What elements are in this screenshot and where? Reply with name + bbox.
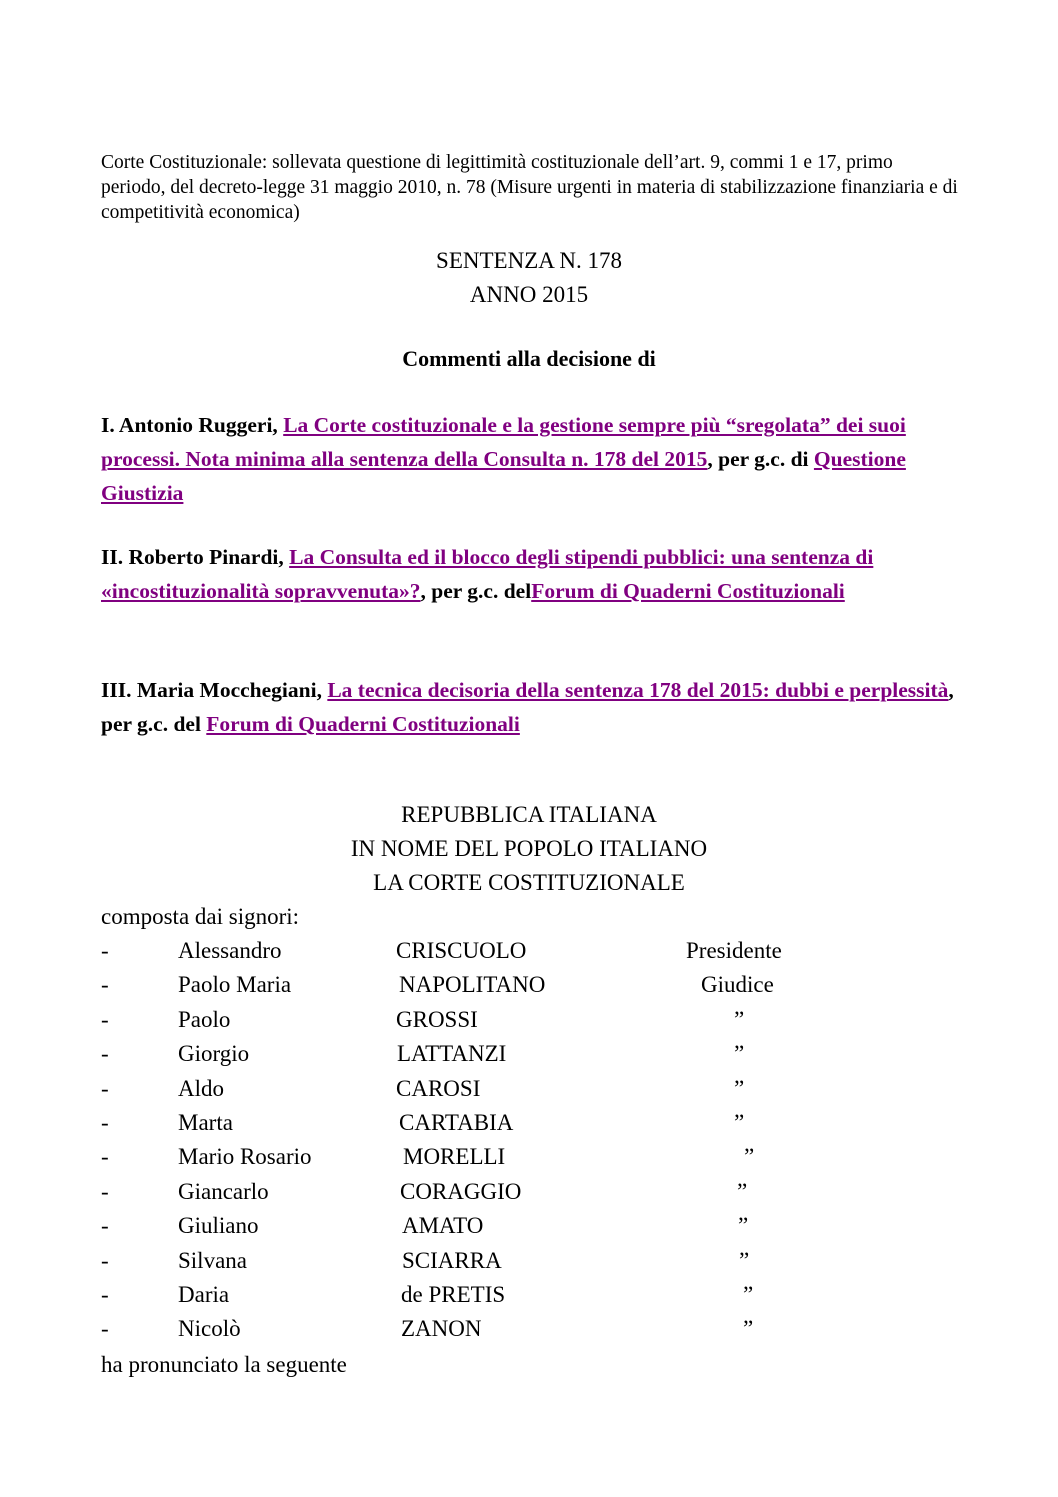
- judge-role: ”: [734, 1041, 745, 1067]
- judge-first-name: Paolo: [178, 1006, 231, 1032]
- judge-first-name: Giancarlo: [178, 1178, 269, 1204]
- judge-role: ”: [743, 1282, 754, 1307]
- judge-role: Giudice: [701, 972, 774, 998]
- judge-first-name: Daria: [178, 1282, 230, 1307]
- judge-row: [101, 1076, 1001, 1110]
- intro-paragraph: Corte Costituzionale: sollevata questione di legittimità costituzionale dell’art. 9, commi 1 e 17, primo periodo, del decreto-legge 31 maggio 2010, n. 78 (Misure urgenti in materia di stabilizzazione finanziaria e di competitività economica): [101, 152, 958, 223]
- judge-first-name: Giuliano: [178, 1213, 259, 1239]
- judge-last-name: CORAGGIO: [400, 1178, 522, 1204]
- judge-dash: -: [101, 1247, 109, 1273]
- judge-role: ”: [739, 1247, 750, 1273]
- judge-role: ”: [744, 1144, 755, 1170]
- comment-3: [101, 673, 971, 741]
- comment-source-prefix: , per g.c. del: [101, 678, 954, 736]
- judge-last-name: AMATO: [402, 1213, 484, 1239]
- judge-dash: -: [101, 938, 109, 963]
- header-republic: REPUBBLICA ITALIANA: [401, 802, 657, 827]
- comment-1: [101, 408, 971, 510]
- judge-role: ”: [737, 1178, 748, 1204]
- commenti-heading: Commenti alla decisione di: [402, 346, 656, 371]
- judge-first-name: Aldo: [178, 1075, 224, 1101]
- judge-row: [101, 1213, 1001, 1247]
- judge-last-name: de PRETIS: [401, 1282, 506, 1307]
- judge-first-name: Paolo Maria: [178, 972, 292, 998]
- header-people: IN NOME DEL POPOLO ITALIANO: [350, 836, 708, 861]
- judge-first-name: Mario Rosario: [178, 1144, 312, 1170]
- judge-row: [101, 972, 1001, 1006]
- judge-dash: -: [101, 1041, 109, 1067]
- judge-row: [101, 1316, 1001, 1350]
- judge-row: [101, 1248, 1001, 1282]
- judge-first-name: Silvana: [178, 1247, 247, 1273]
- judge-role: ”: [734, 1110, 745, 1135]
- composta-label: composta dai signori:: [101, 904, 300, 929]
- judge-row: [101, 1179, 1001, 1213]
- header-court: LA CORTE COSTITUZIONALE: [373, 870, 685, 895]
- judge-row: [101, 1007, 1001, 1041]
- judge-last-name: CRISCUOLO: [396, 938, 527, 963]
- judge-role: ”: [734, 1006, 745, 1032]
- judge-row: [101, 1041, 1001, 1075]
- comment-source-link[interactable]: Questione Giustizia: [101, 447, 906, 505]
- judge-row: [101, 1144, 1001, 1178]
- judge-dash: -: [101, 1213, 109, 1239]
- judge-row: [101, 1110, 1001, 1144]
- judge-first-name: Marta: [178, 1110, 233, 1135]
- judge-role: ”: [738, 1213, 749, 1239]
- judge-last-name: LATTANZI: [397, 1041, 507, 1067]
- comment-author: I. Antonio Ruggeri,: [101, 413, 284, 437]
- judge-dash: -: [101, 1316, 109, 1342]
- judge-first-name: Giorgio: [178, 1041, 250, 1067]
- judge-role: Presidente: [686, 938, 782, 963]
- judge-last-name: CAROSI: [396, 1075, 481, 1101]
- judge-dash: -: [101, 1006, 109, 1032]
- comment-source-prefix: , per g.c. del: [420, 579, 532, 603]
- judge-dash: -: [101, 1110, 109, 1135]
- sentenza-number: SENTENZA N. 178: [436, 248, 622, 273]
- judge-dash: -: [101, 1178, 109, 1204]
- judge-role: ”: [734, 1075, 745, 1101]
- judge-last-name: ZANON: [401, 1316, 482, 1342]
- comment-2: [101, 540, 971, 608]
- comment-source-prefix: , per g.c. di: [707, 447, 814, 471]
- comment-source-link[interactable]: Forum di Quaderni Costituzionali: [206, 712, 520, 736]
- comment-source-link[interactable]: Forum di Quaderni Costituzionali: [531, 579, 845, 603]
- judge-last-name: MORELLI: [403, 1144, 506, 1170]
- judge-row: [101, 1282, 1001, 1316]
- judge-last-name: SCIARRA: [402, 1247, 502, 1273]
- closing-line: ha pronunciato la seguente: [101, 1352, 347, 1377]
- judge-role: ”: [743, 1316, 754, 1342]
- judge-dash: -: [101, 972, 109, 998]
- judge-dash: -: [101, 1144, 109, 1170]
- judge-last-name: NAPOLITANO: [399, 972, 546, 998]
- judge-last-name: CARTABIA: [399, 1110, 514, 1135]
- judge-row: [101, 938, 1001, 972]
- comment-title-link[interactable]: La tecnica decisoria della sentenza 178 del 2015: dubbi e perplessità: [327, 678, 949, 702]
- comment-author: II. Roberto Pinardi,: [101, 545, 290, 569]
- judge-first-name: Nicolò: [178, 1316, 241, 1342]
- comment-author: III. Maria Mocchegiani,: [101, 678, 328, 702]
- comment-title-link[interactable]: La Consulta ed il blocco degli stipendi pubblici: una sentenza di «incostituzionalità sopravvenuta»?: [101, 545, 874, 603]
- judge-last-name: GROSSI: [396, 1006, 478, 1032]
- judge-dash: -: [101, 1075, 109, 1101]
- judge-dash: -: [101, 1282, 109, 1307]
- comment-title-link[interactable]: La Corte costituzionale e la gestione sempre più “sregolata” dei suoi processi. Nota minima alla sentenza della Consulta n. 178 del 2015: [101, 413, 906, 471]
- judge-first-name: Alessandro: [178, 938, 282, 963]
- sentenza-year: ANNO 2015: [469, 282, 589, 307]
